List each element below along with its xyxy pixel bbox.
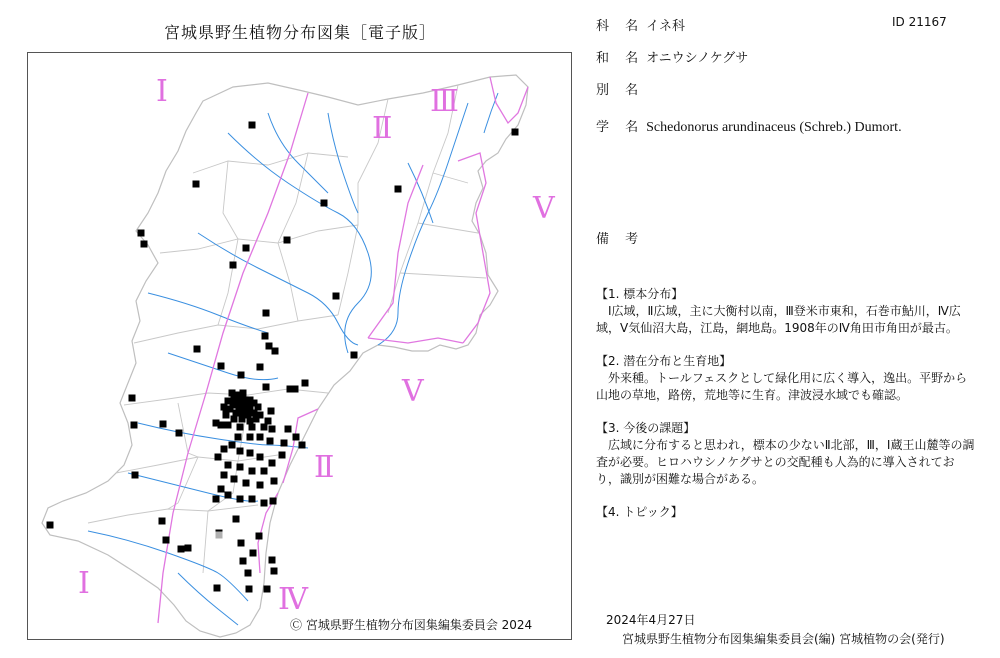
specimen-marker (225, 422, 232, 429)
specimen-marker (271, 478, 278, 485)
specimen-marker (269, 557, 276, 564)
specimen-marker (251, 410, 258, 417)
specimen-marker (132, 472, 139, 479)
specimen-marker (236, 404, 243, 411)
specimen-marker (257, 412, 264, 419)
specimen-marker (284, 237, 291, 244)
specimen-marker (249, 424, 256, 431)
specimen-marker (263, 310, 270, 317)
specimen-marker (138, 230, 145, 237)
specimen-marker (257, 364, 264, 371)
section-3-heading: 【3. 今後の課題】 (596, 421, 696, 435)
specimen-marker (233, 410, 240, 417)
specimen-marker (269, 460, 276, 467)
specimen-marker (229, 442, 236, 449)
specimen-marker (267, 438, 274, 445)
specimen-marker (263, 384, 270, 391)
specimen-marker (243, 245, 250, 252)
specimen-marker (178, 546, 185, 553)
specimen-marker (257, 482, 264, 489)
specimen-marker (221, 404, 228, 411)
record-id: ID 21167 (892, 15, 947, 29)
specimen-marker (249, 496, 256, 503)
specimen-marker (231, 416, 238, 423)
specimen-marker (233, 516, 240, 523)
specimen-marker (238, 372, 245, 379)
family-value: イネ科 (646, 19, 686, 34)
specimen-marker (160, 421, 167, 428)
specimen-marker (218, 422, 225, 429)
specimen-marker (264, 586, 271, 593)
specimen-marker (163, 537, 170, 544)
prefecture-outline (42, 75, 528, 637)
scientific-name-label: 学 名 (596, 120, 645, 135)
specimen-marker (215, 454, 222, 461)
specimen-marker (193, 181, 200, 188)
specimen-marker (159, 518, 166, 525)
specimen-marker (285, 426, 292, 433)
specimen-marker (250, 550, 257, 557)
specimen-marker (185, 545, 192, 552)
specimen-marker-gray (216, 532, 223, 539)
specimen-marker (268, 408, 275, 415)
specimen-marker (239, 410, 246, 417)
region-label-r5a: Ⅴ (533, 191, 555, 226)
specimen-marker (512, 129, 519, 136)
specimen-marker (261, 424, 268, 431)
specimen-marker (321, 200, 328, 207)
specimen-marker (237, 424, 244, 431)
section-4-heading: 【4. トピック】 (596, 505, 683, 519)
specimen-marker (231, 476, 238, 483)
region-label-r2b: Ⅱ (314, 450, 335, 485)
specimen-marker (225, 462, 232, 469)
specimen-marker (218, 363, 225, 370)
specimen-marker (225, 492, 232, 499)
specimen-marker (141, 241, 148, 248)
specimen-marker (255, 404, 262, 411)
specimen-marker (237, 448, 244, 455)
specimen-marker (235, 434, 242, 441)
specimen-marker (245, 570, 252, 577)
japanese-name-field (596, 47, 748, 66)
region-label-r4: Ⅳ (278, 582, 308, 617)
specimen-marker (213, 496, 220, 503)
specimen-marker (47, 522, 54, 529)
publication-date: 2024年4月27日 (606, 613, 696, 627)
specimen-marker (261, 500, 268, 507)
specimen-marker (292, 386, 299, 393)
specimen-marker (333, 293, 340, 300)
specimen-marker (395, 186, 402, 193)
distribution-map (27, 52, 572, 640)
specimen-marker (247, 418, 254, 425)
specimen-marker (279, 452, 286, 459)
section-3-body: 広域に分布すると思われ，標本の少ないⅡ北部，Ⅲ，Ⅰ蔵王山麓等の調査が必要。ヒロハウシノケグサとの交配種も人為的に導入されており，識別が困難な場合がある。 (596, 438, 975, 486)
alt-name-field (596, 79, 646, 98)
region-label-r2a: Ⅱ (372, 111, 393, 146)
specimen-marker (221, 472, 228, 479)
japanese-name-value: オニウシノケグサ (646, 51, 749, 66)
specimen-marker (245, 412, 252, 419)
specimen-marker (225, 398, 232, 405)
specimen-marker (269, 426, 276, 433)
specimen-marker (230, 262, 237, 269)
region-label-r1b: Ⅰ (78, 566, 90, 601)
specimen-marker (176, 430, 183, 437)
specimen-marker (272, 348, 279, 355)
specimen-marker (231, 396, 238, 403)
specimen-marker (261, 468, 268, 475)
section-1-body: Ⅰ広域，Ⅱ広域，主に大衡村以南，Ⅲ登米市東和，石巻市鮎川，Ⅳ広域，Ⅴ気仙沼大島，江島，網地島。1908年のⅣ角田市角田が最古。 (596, 304, 961, 335)
section-2-body: 外来種。トールフェスクとして緑化用に広く導入，逸出。平野から山地の草地，路傍，荒地等に生育。津波浸水域でも確認。 (596, 371, 968, 402)
specimen-marker (249, 468, 256, 475)
specimen-marker (229, 390, 236, 397)
specimen-marker (129, 395, 136, 402)
publisher: 宮城県野生植物分布図集編集委員会(編) 宮城植物の会(発行) (622, 632, 945, 646)
specimen-marker (266, 343, 273, 350)
specimen-marker (281, 440, 288, 447)
specimen-marker (256, 533, 263, 540)
specimen-marker (214, 585, 221, 592)
specimen-marker (302, 380, 309, 387)
specimen-marker (247, 434, 254, 441)
specimen-marker (227, 406, 234, 413)
map-canvas (28, 53, 573, 641)
remarks-label: 備 考 (596, 232, 645, 247)
scientific-name-value: Schedonorus arundinaceus (Schreb.) Dumort. (646, 120, 902, 135)
specimen-marker (265, 418, 272, 425)
specimen-marker (351, 352, 358, 359)
specimen-marker (249, 122, 256, 129)
specimen-marker (221, 446, 228, 453)
specimen-marker (299, 442, 306, 449)
map-title: 宮城県野生植物分布図集［電子版］ (163, 23, 436, 42)
specimen-marker (223, 412, 230, 419)
specimen-marker (237, 398, 244, 405)
family-field (596, 15, 685, 34)
specimen-marker (240, 558, 247, 565)
specimen-marker (239, 416, 246, 423)
scientific-name-field (596, 116, 902, 136)
specimen-marker (237, 496, 244, 503)
specimen-marker (246, 586, 253, 593)
specimen-marker (271, 568, 278, 575)
remarks-field (596, 228, 646, 247)
specimen-marker (131, 422, 138, 429)
region-label-r5b: Ⅴ (402, 374, 424, 409)
japanese-name-label: 和 名 (596, 51, 645, 66)
region-label-r3: Ⅲ (430, 84, 459, 119)
specimen-marker (218, 486, 225, 493)
notes-section (596, 286, 976, 521)
specimen-marker (194, 346, 201, 353)
family-label: 科 名 (596, 19, 645, 34)
specimen-marker (293, 434, 300, 441)
section-1-heading: 【1. 標本分布】 (596, 287, 684, 301)
alt-name-label: 別 名 (596, 83, 645, 98)
specimen-marker (247, 450, 254, 457)
specimen-marker (262, 333, 269, 340)
map-copyright: Ⓒ 宮城県野生植物分布図集編集委員会 2024 (290, 618, 533, 632)
section-2-heading: 【2. 潜在分布と生育地】 (596, 354, 732, 368)
specimen-marker (270, 498, 277, 505)
specimen-marker (243, 480, 250, 487)
region-label-r1a: Ⅰ (156, 74, 168, 109)
specimen-marker (257, 454, 264, 461)
specimen-marker (238, 540, 245, 547)
specimen-marker (257, 434, 264, 441)
specimen-marker (237, 464, 244, 471)
